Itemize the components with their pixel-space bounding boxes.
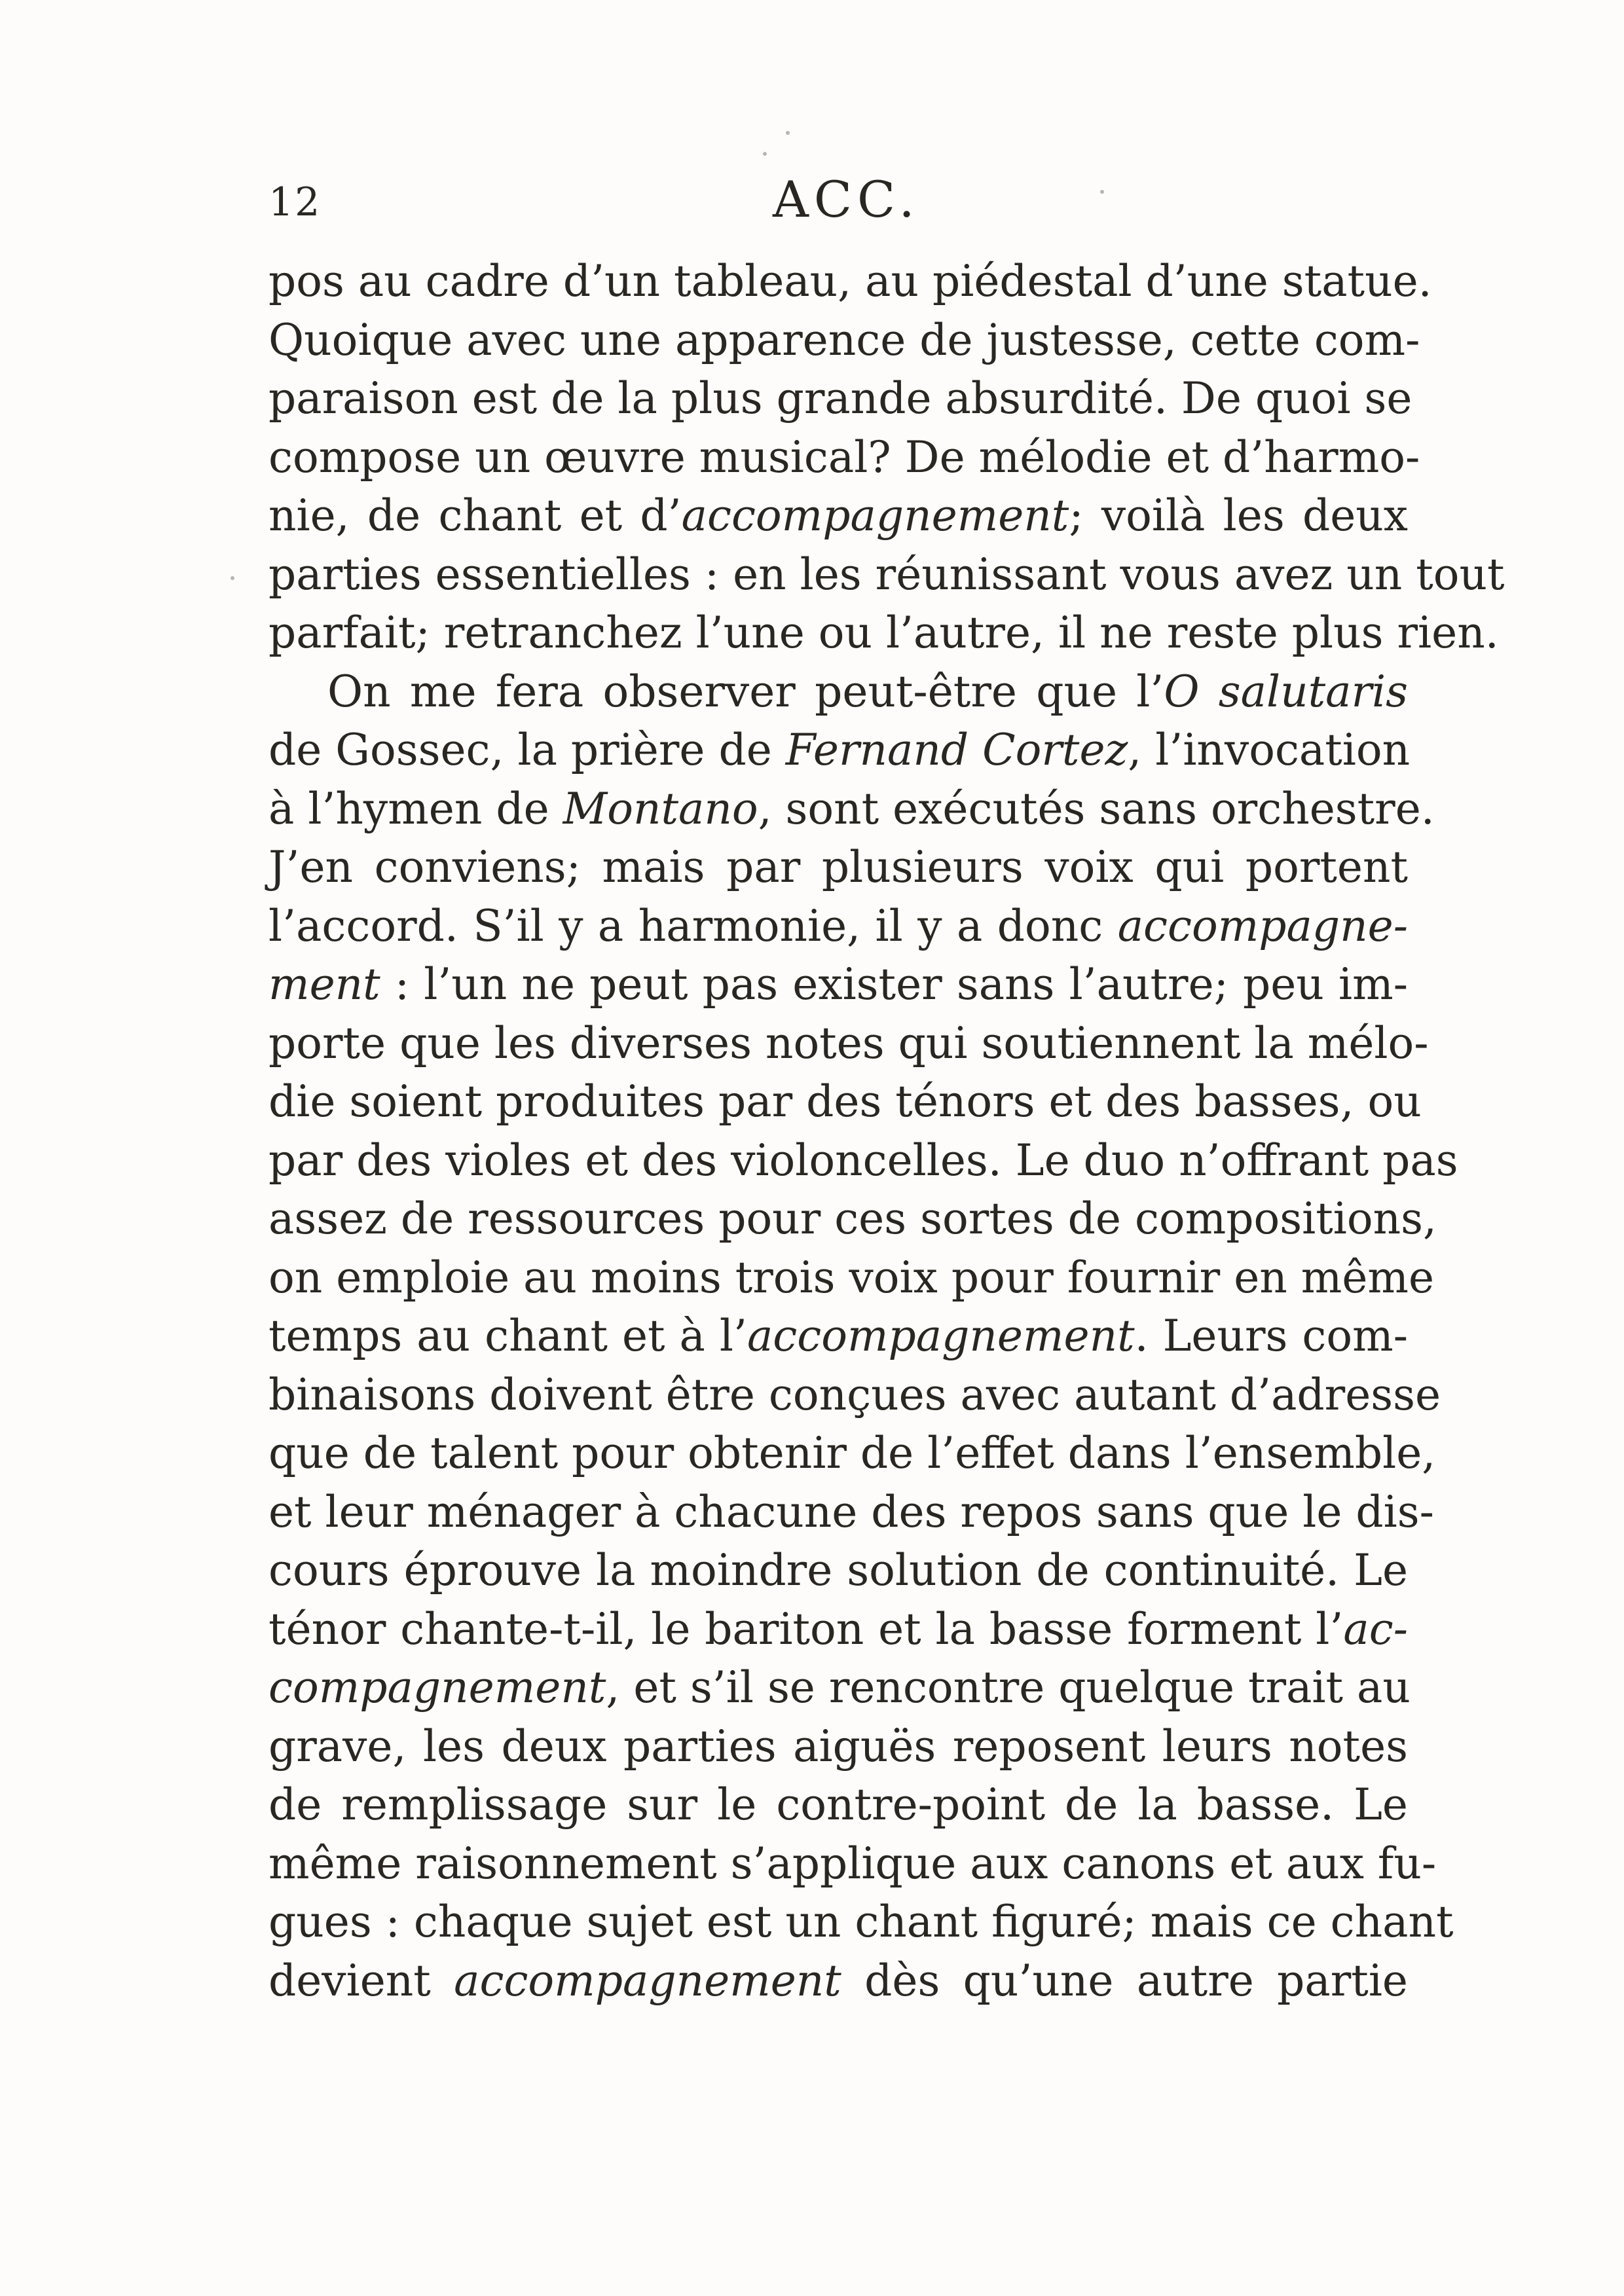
text-segment: que de talent pour obtenir de l’effet dans l’ensemble,	[268, 1428, 1436, 1478]
text-line	[268, 311, 1420, 370]
text-line	[268, 1834, 1437, 1893]
text-segment: dès qu’une autre partie	[841, 1955, 1408, 2006]
text-segment: assez de ressources pour ces sortes de compositions,	[268, 1194, 1437, 1244]
italic-text-segment: ac-	[1343, 1603, 1408, 1654]
text-segment: cours éprouve la moindre solution de continuité. Le	[268, 1545, 1408, 1595]
text-segment: binaisons doivent être conçues avec autant d’adresse	[268, 1369, 1441, 1420]
text-line	[268, 1014, 1429, 1073]
text-segment: porte que les diverses notes qui soutiennent la mélo-	[268, 1017, 1429, 1068]
text-segment: On me fera observer peut-être que l’	[327, 666, 1164, 717]
print-speck	[763, 152, 767, 156]
text-segment: grave, les deux parties aiguës reposent leurs notes	[268, 1721, 1408, 1772]
text-line	[268, 1424, 1436, 1483]
text-segment: à l’hymen de	[268, 783, 563, 834]
italic-text-segment: accompagne-	[1117, 900, 1408, 951]
text-line	[268, 1483, 1434, 1542]
text-segment: ténor chante-t-il, le bariton et la basse forment l’	[268, 1603, 1344, 1654]
text-line	[268, 1717, 1408, 1776]
text-segment: l’accord. S’il y a harmonie, il y a donc	[268, 900, 1118, 951]
text-segment: : l’un ne peut pas exister sans l’autre; peu im-	[380, 959, 1408, 1010]
text-segment: Quoique avec une apparence de justesse, cette com-	[268, 314, 1420, 365]
text-line	[268, 1541, 1408, 1600]
text-line	[268, 1893, 1454, 1952]
italic-text-segment: ment	[268, 959, 380, 1010]
text-segment: temps au chant et à l’	[268, 1311, 747, 1361]
text-line	[268, 1952, 1408, 2011]
running-head: ACC.	[773, 170, 920, 228]
text-segment: J’en conviens; mais par plusieurs voix qui portent	[268, 842, 1408, 892]
text-line	[268, 838, 1408, 897]
text-segment: compose un œuvre musical? De mélodie et d’harmo-	[268, 431, 1420, 483]
text-segment: par des violes et des violoncelles. Le duo n’offrant pas	[268, 1135, 1458, 1186]
text-line	[268, 604, 1499, 663]
text-segment: ; voilà les deux	[1069, 490, 1408, 541]
text-line	[268, 1600, 1408, 1659]
text-line	[268, 897, 1408, 956]
italic-text-segment: Fernand Cortez	[785, 725, 1128, 775]
text-segment: on emploie au moins trois voix pour fournir en même	[268, 1252, 1435, 1303]
text-segment: de remplissage sur le contre-point de la basse. Le	[268, 1779, 1408, 1830]
text-line	[268, 955, 1408, 1014]
text-line	[268, 780, 1435, 839]
text-line	[268, 369, 1412, 428]
print-speck	[786, 131, 790, 135]
text-segment: parties essentielles : en les réunissant vous avez un tout	[268, 549, 1505, 600]
text-segment: , l’invocation	[1128, 725, 1411, 775]
text-line	[268, 1248, 1435, 1307]
italic-text-segment: Montano	[563, 783, 758, 834]
text-segment: , et s’il se rencontre quelque trait au	[606, 1662, 1411, 1713]
italic-text-segment: accompagnement	[681, 490, 1069, 541]
text-line	[268, 1658, 1411, 1717]
text-segment: pos au cadre d’un tableau, au piédestal d’une statue.	[268, 256, 1432, 306]
text-line	[268, 1776, 1408, 1834]
text-segment: parfait; retranchez l’une ou l’autre, il ne reste plus rien.	[268, 608, 1499, 658]
text-segment: paraison est de la plus grande absurdité. De quoi se	[268, 373, 1412, 424]
text-segment: même raisonnement s’applique aux canons et aux fu-	[268, 1838, 1437, 1889]
text-segment: devient	[268, 1955, 454, 2006]
text-line	[268, 252, 1432, 311]
text-segment: die soient produites par des ténors et des basses, ou	[268, 1076, 1422, 1127]
body-text	[268, 252, 1505, 2010]
text-line	[268, 1366, 1441, 1425]
text-segment: . Leurs com-	[1134, 1311, 1408, 1361]
italic-text-segment: accompagnement	[454, 1955, 841, 2006]
print-speck	[1100, 190, 1104, 194]
text-line	[268, 428, 1420, 487]
text-segment: gues : chaque sujet est un chant figuré; mais ce chant	[268, 1897, 1454, 1947]
text-segment: de Gossec, la prière de	[268, 725, 786, 775]
text-line	[268, 1072, 1422, 1131]
text-segment: , sont exécutés sans orchestre.	[758, 783, 1435, 834]
text-line	[268, 1307, 1408, 1366]
text-line	[268, 1190, 1437, 1248]
text-line	[268, 663, 1408, 721]
text-segment: nie, de chant et d’	[268, 490, 682, 541]
italic-text-segment: O salutaris	[1164, 666, 1408, 717]
italic-text-segment: compagnement	[268, 1662, 606, 1713]
page-number: 12	[268, 179, 322, 225]
print-speck	[231, 576, 234, 580]
text-line	[268, 1131, 1458, 1190]
text-line	[268, 721, 1411, 780]
text-line	[268, 545, 1505, 604]
page-header	[268, 170, 1408, 242]
text-line	[268, 486, 1408, 545]
text-segment: et leur ménager à chacune des repos sans que le dis-	[268, 1486, 1434, 1537]
italic-text-segment: accompagnement	[747, 1311, 1135, 1361]
